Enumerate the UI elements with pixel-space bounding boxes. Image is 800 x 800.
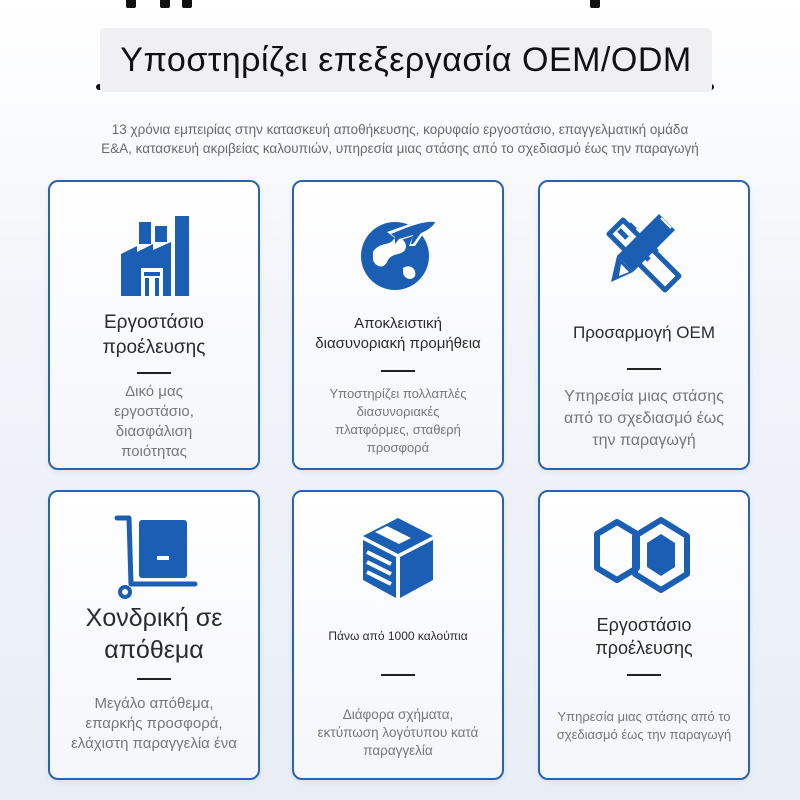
card-description: Μεγάλο απόθεμα, επαρκής προσφορά, ελάχιστη παραγγελία ένα [71, 695, 237, 752]
title-decoration-top [120, 0, 640, 8]
feature-card-wholesale [48, 490, 260, 780]
card-description: Δικό μας εργοστάσιο, διασφάλιση ποιότητας [114, 383, 194, 460]
feature-card-molds [292, 490, 504, 780]
cube-icon [353, 512, 443, 602]
feature-card-oem [538, 180, 750, 470]
page-subtitle [30, 120, 770, 158]
feature-card-factory-service [538, 490, 750, 780]
card-title: Εργοστάσιο προέλευσης [102, 312, 206, 358]
feature-card-crossborder [292, 180, 504, 470]
card-divider [137, 372, 171, 374]
card-divider [381, 674, 415, 676]
card-description: Υποστηρίζει πολλαπλές διασυνοριακές πλατφόρμες, σταθερή προσφορά [329, 386, 467, 455]
feature-card-factory [48, 180, 260, 470]
subtitle-line-1: 13 χρόνια εμπειρίας στην κατασκευή αποθήκευσης, κορυφαίο εργοστάσιο, επαγγελματική ομάδα [111, 122, 689, 137]
hand-truck-box-icon [109, 510, 199, 600]
pencil-ruler-icon [599, 204, 689, 294]
card-divider [381, 370, 415, 372]
card-divider [627, 674, 661, 676]
card-title: Πάνω από 1000 καλούπια [328, 629, 468, 643]
card-title: Εργοστάσιο προέλευσης [595, 615, 693, 658]
subtitle-line-2: Ε&Α, κατασκευή ακριβείας καλουπιών, υπηρεσία μιας στάσης από το σχεδιασμό έως την παραγωγή [101, 141, 699, 156]
card-divider [137, 678, 171, 680]
card-description: Υπηρεσία μιας στάσης από το σχεδιασμό έως την παραγωγή [556, 709, 732, 742]
card-divider [627, 368, 661, 370]
page-title: Υποστηρίζει επεξεργασία OEM/ODM [120, 40, 692, 79]
factory-icon [109, 208, 199, 298]
card-title: Χονδρική σε απόθεμα [85, 604, 223, 664]
globe-plane-icon [353, 206, 443, 296]
card-title: Προσαρμογή OEM [572, 323, 716, 342]
card-description: Διάφορα σχήματα, εκτύπωση λογότυπου κατά παραγγελία [317, 707, 479, 758]
hexagons-icon [586, 512, 702, 602]
card-title: Αποκλειστική διασυνοριακή προμήθεια [315, 315, 481, 352]
card-description: Υπηρεσία μιας στάσης από το σχεδιασμό έως την παραγωγή [564, 388, 724, 449]
